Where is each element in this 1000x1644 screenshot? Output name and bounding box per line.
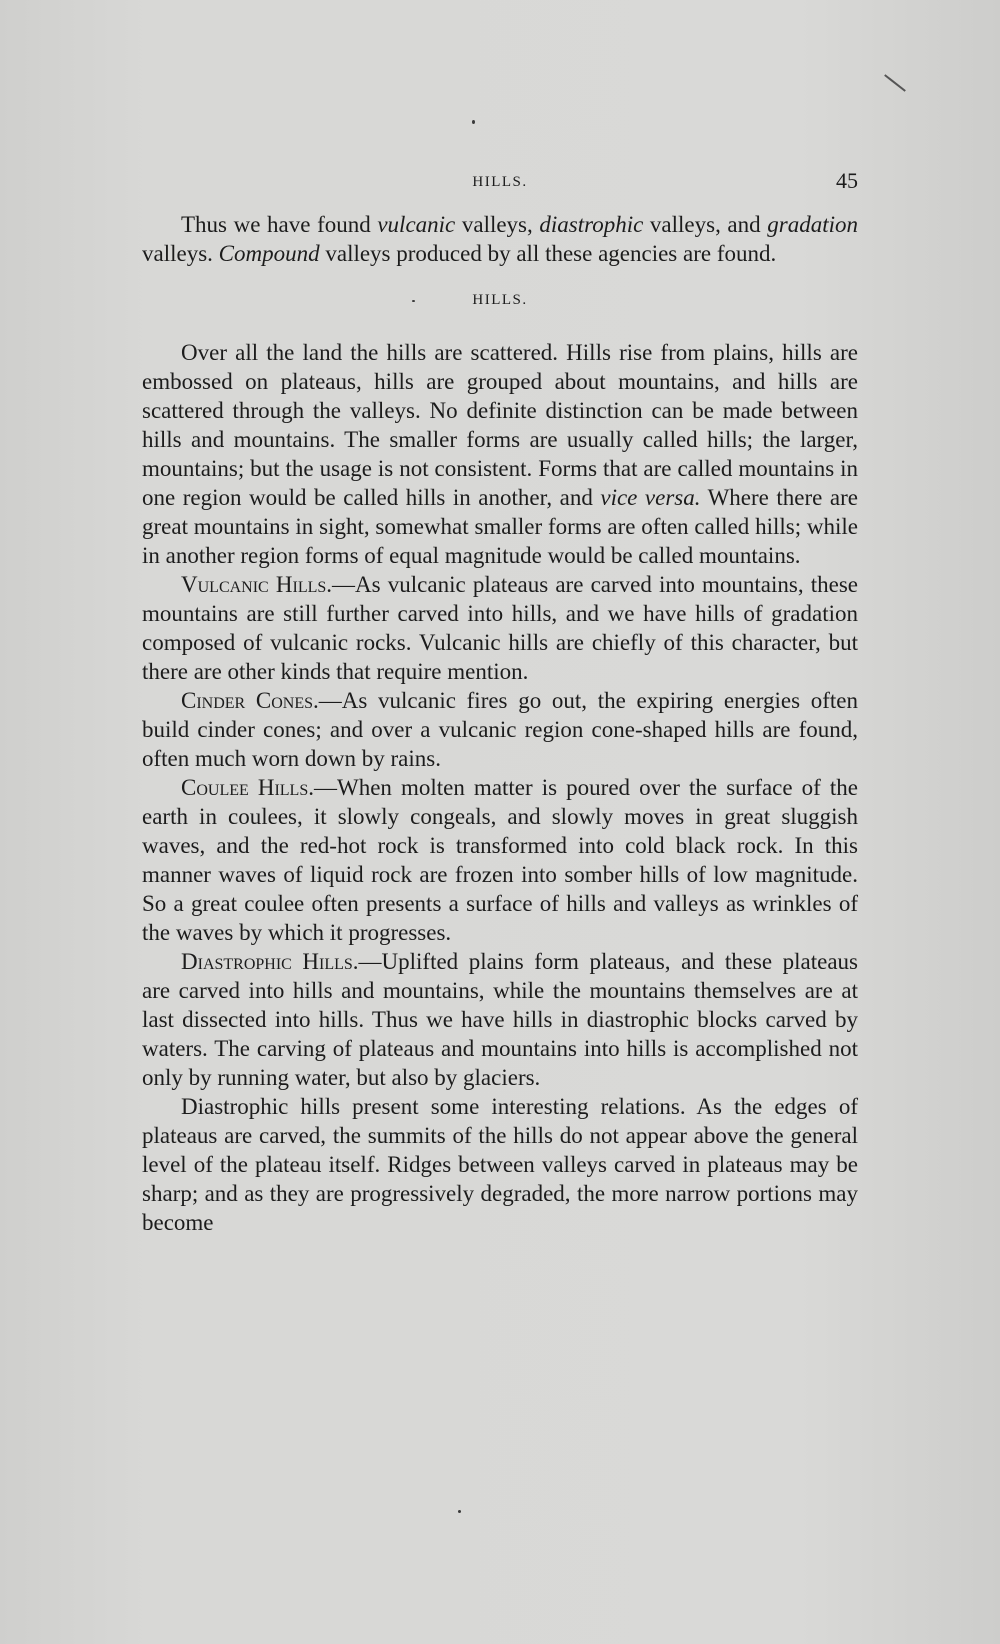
emphasis: Compound: [218, 241, 320, 266]
subsection-heading: Coulee Hills.: [181, 775, 314, 800]
emphasis: diastrophic: [539, 212, 644, 237]
text-run: —As vulcanic fires go out, the expiring energies often build cinder cones; and over a vulcanic region cone-shaped hills are found, often much worn down by rains.: [142, 688, 858, 771]
text-run: valleys.: [142, 241, 219, 266]
text-run: valleys, and: [643, 212, 768, 237]
diastrophic-relations-paragraph: Diastrophic hills present some interesting relations. As the edges of plateaus are carved, the summits of the hills do not appear above the general level of the plateau itself. Ridges between valleys carved in plateaus may be sharp; and as they are progressively degraded, the more narrow portions may become: [142, 1094, 858, 1235]
text-run: valleys produced by all these agencies are found.: [319, 241, 777, 266]
page-number: 45: [836, 168, 858, 193]
running-head: [142, 168, 858, 196]
text-run: valleys,: [455, 212, 540, 237]
coulee-hills-paragraph: [142, 773, 858, 947]
subsection-heading: Cinder Cones.: [181, 688, 319, 713]
ink-speck: [458, 1510, 461, 1513]
vulcanic-hills-paragraph: [142, 570, 858, 686]
text-run: —When molten matter is poured over the surface of the earth in coulees, it slowly congeals, and slowly moves in great sluggish waves, and the red-hot rock is transformed into cold black rock. In this manner waves of liquid rock are frozen into somber hills of low magnitude. So a great coulee often presents a surface of hills and valleys as wrinkles of the waves by which it progresses.: [142, 775, 859, 945]
section-heading: HILLS.: [472, 292, 528, 308]
emphasis: vulcanic: [377, 212, 456, 237]
hills-paragraph: [142, 338, 858, 570]
cinder-cones-paragraph: [142, 686, 858, 773]
ink-speck: [472, 120, 475, 124]
text-run: —Uplifted plains form plateaus, and these plateaus are carved into hills and mountains, while the mountains themselves are at last dissected into hills. Thus we have hills in diastrophic blocks carved by waters. The carving of plateaus and mountains into hills is accomplished not only by running water, but also by glaciers.: [142, 949, 858, 1090]
subsection-heading: Diastrophic Hills.: [181, 949, 359, 974]
subsection-heading: Vulcanic Hills.: [181, 572, 333, 597]
text-run: Over all the land the hills are scattered. Hills rise from plains, hills are embossed on plateaus, hills are grouped about mountains, and hills are scattered through the valleys. No definite distinction can be made between hills and mountains. The smaller forms are usually called hills; the larger, mountains; but the usage is not consistent. Forms that are called mountains in one region would be called hills in another, and: [142, 340, 858, 510]
corner-mark: [884, 74, 906, 92]
body-text: [142, 210, 858, 1237]
text-run: —As vulcanic plateaus are carved into mountains, these mountains are still further carved into hills, and we have hills of gradation composed of vulcanic rocks. Vulcanic hills are chiefly of this character, but there are other kinds that require mention.: [142, 572, 858, 684]
text-run: Where there are great mountains in sight, somewhat smaller forms are often called hills; while in another region forms of equal magnitude would be called mountains.: [142, 485, 858, 568]
emphasis: gradation: [767, 212, 858, 237]
running-title: HILLS.: [472, 174, 528, 190]
text-run: Thus we have found: [181, 212, 378, 237]
emphasis: vice versa.: [600, 485, 701, 510]
intro-paragraph: [142, 210, 858, 268]
diastrophic-hills-paragraph: [142, 947, 858, 1092]
